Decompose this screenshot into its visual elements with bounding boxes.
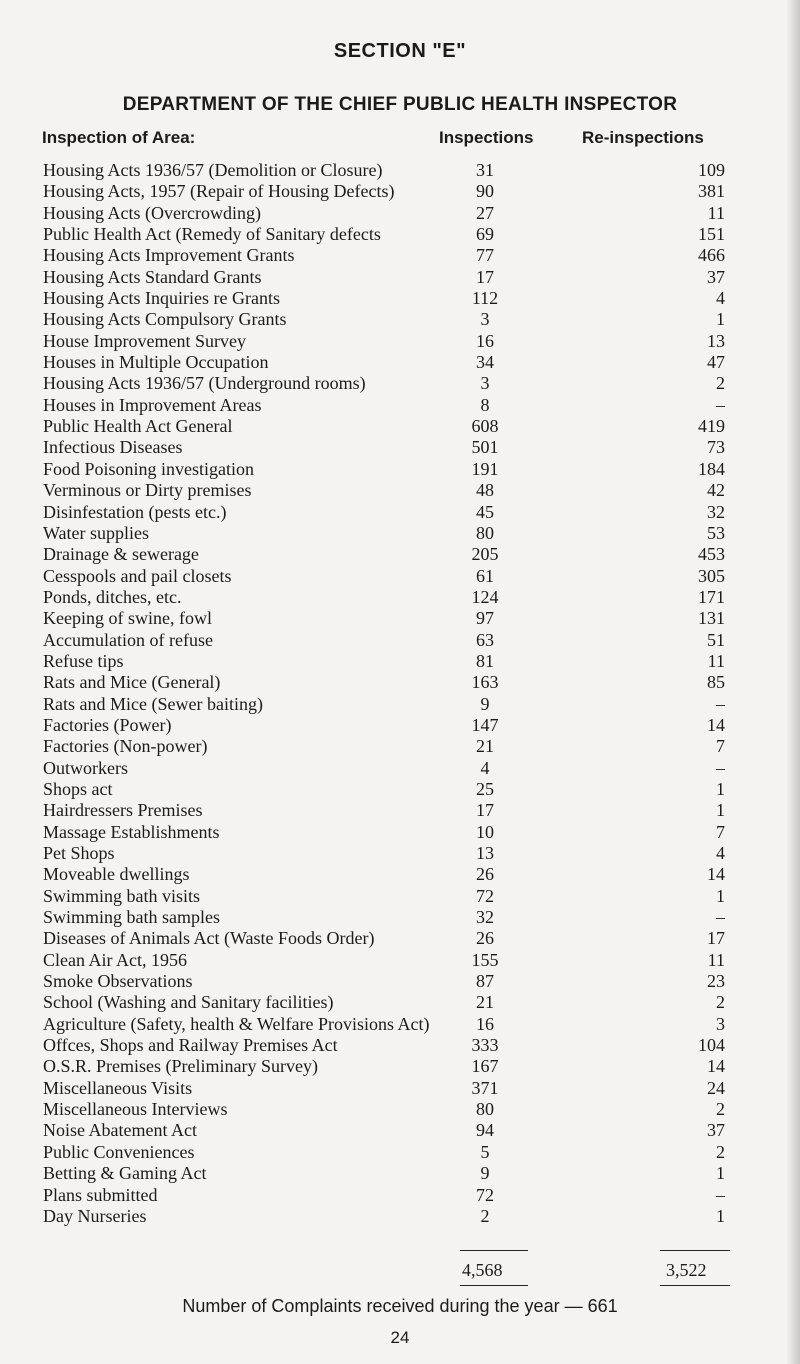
table-row: [0, 267, 800, 288]
row-label: Housing Acts, 1957 (Repair of Housing Defects): [43, 181, 395, 202]
row-inspections: 94: [476, 1120, 494, 1141]
row-reinspections: 1: [716, 1205, 725, 1226]
row-reinspections: 13: [707, 330, 725, 351]
table-row: [0, 373, 800, 394]
row-inspections: 63: [476, 629, 494, 650]
table-row: [0, 502, 800, 523]
table-row: [0, 309, 800, 330]
row-reinspections: 381: [698, 181, 725, 202]
row-inspections: 34: [476, 352, 494, 373]
table-row: [0, 203, 800, 224]
totals-rule-reinspections-bottom: [660, 1285, 730, 1286]
row-reinspections: 1: [716, 1163, 725, 1184]
row-label: O.S.R. Premises (Preliminary Survey): [43, 1056, 318, 1077]
row-reinspections: 11: [707, 949, 725, 970]
row-reinspections: 2: [716, 992, 725, 1013]
row-label: Housing Acts Improvement Grants: [43, 245, 295, 266]
row-label: Rats and Mice (Sewer baiting): [43, 693, 263, 714]
row-inspections: 9: [480, 693, 490, 714]
row-inspections: 80: [476, 522, 494, 543]
row-reinspections: 14: [707, 714, 725, 735]
row-inspections: 72: [476, 885, 494, 906]
row-inspections: 112: [471, 288, 499, 309]
table-row: [0, 437, 800, 458]
row-label: Housing Acts 1936/57 (Underground rooms): [43, 373, 366, 394]
row-label: Public Health Act (Remedy of Sanitary defects: [43, 224, 381, 245]
row-reinspections: 1: [716, 309, 725, 330]
table-row: [0, 1185, 800, 1206]
row-inspections: 205: [471, 544, 499, 565]
row-label: Factories (Power): [43, 714, 172, 735]
table-row: [0, 608, 800, 629]
table-row: [0, 1056, 800, 1077]
row-label: Swimming bath visits: [43, 885, 201, 906]
table-row: [0, 864, 800, 885]
row-reinspections: 14: [707, 1056, 725, 1077]
table-row: [0, 651, 800, 672]
row-inspections: 371: [471, 1077, 499, 1098]
row-reinspections: 37: [707, 1120, 725, 1141]
table-row: [0, 672, 800, 693]
row-label: Day Nurseries: [43, 1205, 147, 1226]
table-row: [0, 992, 800, 1013]
row-reinspections: 51: [707, 629, 725, 650]
row-label: Miscellaneous Visits: [43, 1077, 193, 1098]
row-label: Swimming bath samples: [43, 907, 220, 928]
table-row: [0, 587, 800, 608]
row-label: Clean Air Act, 1956: [43, 949, 187, 970]
row-reinspections: 7: [716, 736, 725, 757]
row-label: Rats and Mice (General): [43, 672, 221, 693]
row-inspections: 17: [476, 266, 494, 287]
row-label: Cesspools and pail closets: [43, 565, 232, 586]
row-inspections: 9: [480, 1163, 490, 1184]
totals-rule-inspections-bottom: [460, 1285, 528, 1286]
row-reinspections: 305: [698, 565, 725, 586]
row-reinspections: 53: [707, 522, 725, 543]
row-label: Houses in Improvement Areas: [43, 394, 262, 415]
row-reinspections: –: [716, 907, 725, 928]
row-reinspections: 47: [707, 352, 725, 373]
row-reinspections: 104: [698, 1035, 725, 1056]
table-row: [0, 181, 800, 202]
row-label: Housing Acts Standard Grants: [43, 266, 262, 287]
row-label: Noise Abatement Act: [43, 1120, 197, 1141]
table-row: [0, 523, 800, 544]
row-reinspections: 131: [698, 608, 725, 629]
row-inspections: 80: [476, 1099, 494, 1120]
row-reinspections: 171: [698, 586, 725, 607]
total-reinspections: 3,522: [666, 1260, 707, 1280]
row-reinspections: –: [716, 693, 725, 714]
row-inspections: 13: [476, 843, 494, 863]
row-reinspections: 11: [707, 650, 725, 671]
row-reinspections: 1: [716, 778, 725, 799]
table-row: [0, 779, 800, 800]
complaints-count: Number of Complaints received during the year — 661: [182, 1296, 618, 1316]
table-row: [0, 1014, 800, 1035]
row-reinspections: 85: [707, 672, 725, 693]
table-row: [0, 758, 800, 779]
table-row: [0, 800, 800, 821]
table-row: [0, 630, 800, 651]
row-label: Verminous or Dirty premises: [43, 480, 252, 501]
row-label: Factories (Non-power): [43, 736, 208, 757]
table-row: [0, 352, 800, 373]
row-inspections: 25: [476, 778, 494, 799]
table-row: [0, 971, 800, 992]
table-row: [0, 566, 800, 587]
table-row: [0, 928, 800, 949]
row-inspections: 61: [476, 565, 494, 586]
table-row: [0, 694, 800, 715]
row-label: Drainage & sewerage: [43, 544, 199, 565]
row-label: Food Poisoning investigation: [43, 458, 255, 479]
department-title: DEPARTMENT OF THE CHIEF PUBLIC HEALTH INSPECTOR: [122, 94, 678, 115]
row-inspections: 27: [476, 202, 494, 223]
row-inspections: 21: [476, 736, 494, 757]
table-row: [0, 1163, 800, 1184]
table-row: [0, 288, 800, 309]
row-inspections: 21: [476, 992, 494, 1013]
table-row: [0, 160, 800, 181]
table-row: [0, 395, 800, 416]
row-label: Pet Shops: [43, 843, 115, 863]
row-reinspections: 17: [707, 928, 725, 949]
column-header-reinspections: Re-inspections: [582, 128, 704, 147]
row-reinspections: –: [716, 394, 725, 415]
row-inspections: 501: [471, 437, 499, 458]
row-reinspections: 42: [707, 480, 725, 501]
row-reinspections: 11: [707, 202, 725, 223]
row-inspections: 3: [480, 309, 490, 330]
row-inspections: 191: [471, 458, 499, 479]
row-reinspections: 24: [707, 1077, 725, 1098]
row-inspections: 32: [476, 907, 494, 928]
row-label: Ponds, ditches, etc.: [43, 586, 182, 607]
total-inspections: 4,568: [462, 1260, 503, 1280]
table-row: [0, 843, 800, 864]
row-inspections: 16: [476, 330, 494, 351]
row-label: Outworkers: [43, 757, 128, 778]
table-row: [0, 1035, 800, 1056]
row-label: Accumulation of refuse: [43, 629, 213, 650]
table-row: [0, 1099, 800, 1120]
row-inspections: 26: [476, 864, 494, 885]
row-inspections: 3: [480, 373, 490, 394]
row-inspections: 87: [476, 971, 494, 992]
row-reinspections: 3: [716, 1013, 725, 1034]
row-label: Housing Acts Inquiries re Grants: [43, 288, 280, 309]
row-label: Offces, Shops and Railway Premises Act: [43, 1035, 338, 1056]
page-number: 24: [390, 1328, 410, 1347]
row-label: Houses in Multiple Occupation: [43, 352, 269, 373]
row-inspections: 97: [476, 608, 494, 629]
row-label: Public Health Act General: [43, 416, 233, 437]
table-row: [0, 224, 800, 245]
totals-rule-reinspections-top: [660, 1250, 730, 1251]
row-reinspections: 2: [716, 1141, 725, 1162]
row-label: Water supplies: [43, 522, 150, 543]
row-label: Disinfestation (pests etc.): [43, 501, 227, 522]
row-label: Plans submitted: [43, 1184, 158, 1205]
table-row: [0, 480, 800, 501]
row-reinspections: 14: [707, 864, 725, 885]
table-row: [0, 1120, 800, 1141]
row-inspections: 90: [476, 181, 494, 202]
row-inspections: 48: [476, 480, 494, 501]
row-reinspections: 1: [716, 885, 725, 906]
table-row: [0, 245, 800, 266]
row-inspections: 333: [471, 1035, 499, 1056]
row-reinspections: 184: [698, 458, 725, 479]
table-row: [0, 544, 800, 565]
row-inspections: 163: [471, 672, 499, 693]
row-reinspections: 4: [716, 288, 725, 309]
row-label: House Improvement Survey: [43, 330, 246, 351]
table-row: [0, 459, 800, 480]
row-label: Agriculture (Safety, health & Welfare Provisions Act): [43, 1013, 430, 1034]
row-reinspections: 4: [716, 843, 725, 863]
row-inspections: 124: [471, 586, 499, 607]
row-inspections: 5: [480, 1141, 490, 1162]
row-reinspections: 453: [698, 544, 725, 565]
row-label: Smoke Observations: [43, 971, 193, 992]
inspection-table: [0, 160, 800, 1227]
row-label: Public Conveniences: [43, 1141, 195, 1162]
row-inspections: 81: [476, 650, 494, 671]
table-row: [0, 1206, 800, 1227]
table-row: [0, 1142, 800, 1163]
row-label: Massage Establishments: [43, 821, 220, 842]
row-reinspections: 109: [698, 160, 725, 180]
row-inspections: 31: [476, 160, 494, 180]
table-row: [0, 331, 800, 352]
row-reinspections: 2: [716, 373, 725, 394]
row-label: School (Washing and Sanitary facilities): [43, 992, 334, 1013]
row-label: Diseases of Animals Act (Waste Foods Order): [43, 928, 375, 949]
totals-rule-inspections-top: [460, 1250, 528, 1251]
table-row: [0, 715, 800, 736]
row-reinspections: 37: [707, 266, 725, 287]
row-inspections: 69: [476, 224, 494, 245]
row-label: Hairdressers Premises: [43, 800, 203, 821]
row-reinspections: 7: [716, 821, 725, 842]
table-row: [0, 1078, 800, 1099]
row-reinspections: 23: [707, 971, 725, 992]
column-header-area: Inspection of Area:: [42, 128, 196, 147]
row-reinspections: –: [716, 757, 725, 778]
row-inspections: 2: [480, 1205, 490, 1226]
column-header-inspections: Inspections: [439, 128, 534, 147]
row-inspections: 17: [476, 800, 494, 821]
row-inspections: 10: [476, 821, 494, 842]
row-inspections: 167: [471, 1056, 499, 1077]
row-inspections: 72: [476, 1184, 494, 1205]
row-label: Shops act: [43, 778, 113, 799]
table-row: [0, 416, 800, 437]
row-reinspections: 73: [707, 437, 725, 458]
row-label: Housing Acts Compulsory Grants: [43, 309, 287, 330]
table-row: [0, 822, 800, 843]
row-label: Infectious Diseases: [43, 437, 183, 458]
row-inspections: 8: [480, 394, 490, 415]
row-label: Moveable dwellings: [43, 864, 190, 885]
row-inspections: 608: [471, 416, 499, 437]
row-reinspections: 1: [716, 800, 725, 821]
row-inspections: 4: [480, 757, 490, 778]
row-inspections: 77: [476, 245, 494, 266]
row-reinspections: 32: [707, 501, 725, 522]
row-reinspections: 419: [698, 416, 725, 437]
row-label: Miscellaneous Interviews: [43, 1099, 228, 1120]
row-reinspections: 466: [698, 245, 725, 266]
row-reinspections: 151: [698, 224, 725, 245]
row-inspections: 16: [476, 1013, 494, 1034]
row-inspections: 26: [476, 928, 494, 949]
row-label: Housing Acts 1936/57 (Demolition or Closure): [43, 160, 383, 180]
row-inspections: 147: [471, 714, 499, 735]
row-label: Keeping of swine, fowl: [43, 608, 212, 629]
row-reinspections: 2: [716, 1099, 725, 1120]
row-inspections: 45: [476, 501, 494, 522]
row-reinspections: –: [716, 1184, 725, 1205]
table-row: [0, 736, 800, 757]
table-row: [0, 950, 800, 971]
row-label: Betting & Gaming Act: [43, 1163, 207, 1184]
row-label: Refuse tips: [43, 650, 124, 671]
table-row: [0, 886, 800, 907]
row-inspections: 155: [471, 949, 499, 970]
table-row: [0, 907, 800, 928]
row-label: Housing Acts (Overcrowding): [43, 202, 261, 223]
section-title: SECTION "E": [333, 40, 467, 62]
